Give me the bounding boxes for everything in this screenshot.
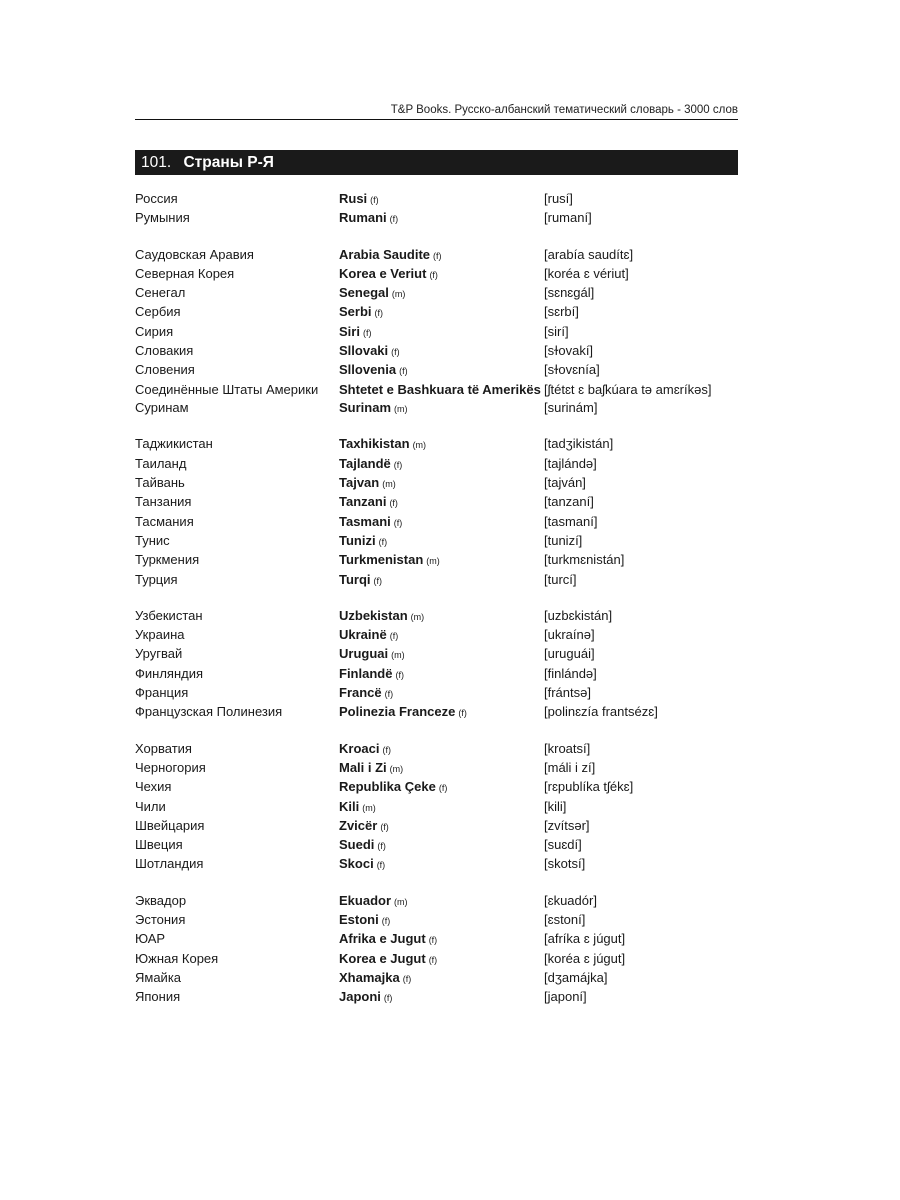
vocabulary-entry [135,551,738,570]
transcription: [skotsí] [544,856,586,872]
gender-marker: (f) [402,973,412,984]
albanian-cell [339,778,544,797]
albanian-word: Francë [339,685,382,701]
russian-word: Тайвань [135,475,185,491]
albanian-word: Kroaci [339,740,380,756]
albanian-cell [339,246,544,265]
albanian-word: Korea e Jugut [339,950,426,966]
albanian-word: Turqi [339,571,371,587]
vocabulary-entry [135,455,738,474]
russian-word: Финляндия [135,665,204,681]
vocabulary-entry [135,778,738,797]
vocabulary-entry [135,911,738,930]
gender-marker: (m) [394,896,408,907]
albanian-cell [339,435,544,454]
russian-word: Сербия [135,304,181,320]
russian-word: Черногория [135,759,206,775]
entry-group [135,892,738,1008]
transcription: [ukraínə] [544,627,595,643]
russian-word: Хорватия [135,740,192,756]
gender-marker: (m) [426,556,440,567]
vocabulary-entry [135,703,738,722]
albanian-word: Ekuador [339,892,392,908]
transcription: [máli i zí] [544,759,596,775]
albanian-word: Mali i Zi [339,759,387,775]
gender-marker: (m) [391,650,405,661]
transcription: [tadʒikistán] [544,436,614,452]
transcription: [rusí] [544,191,573,206]
gender-marker: (f) [429,269,438,280]
albanian-cell [339,665,544,684]
gender-marker: (f) [395,669,404,680]
albanian-word: Tajlandë [339,455,391,471]
albanian-cell [339,740,544,759]
gender-marker: (f) [383,993,393,1004]
albanian-cell [339,323,544,342]
vocabulary-entry [135,759,738,778]
vocabulary-entry [135,988,738,1007]
albanian-cell [339,265,544,284]
vocabulary-entry [135,817,738,836]
gender-marker: (f) [458,708,467,719]
russian-word: Швейцария [135,817,205,833]
entry-group [135,740,738,875]
vocabulary-entry [135,665,738,684]
russian-word: Эквадор [135,892,187,908]
transcription: [koréa ɛ júgut] [544,950,626,966]
russian-word: Туркмения [135,552,200,568]
albanian-cell [339,892,544,911]
russian-word: Чили [135,798,166,814]
gender-marker: (f) [377,841,386,852]
gender-marker: (f) [382,744,391,755]
albanian-cell [339,607,544,626]
gender-marker: (f) [389,214,399,225]
albanian-cell [339,626,544,645]
gender-marker: (m) [394,404,408,415]
gender-marker: (m) [362,802,376,813]
russian-word: Соединённые Штаты Америки [135,381,319,397]
russian-word: Танзания [135,494,192,510]
vocabulary-entry [135,284,738,303]
header-divider [135,119,738,120]
russian-word: Россия [135,191,178,206]
albanian-word: Kili [339,798,360,814]
transcription: [frántsə] [544,685,591,701]
gender-marker: (f) [373,575,383,586]
vocabulary-entry [135,969,738,988]
vocabulary-entry [135,209,738,228]
gender-marker: (m) [382,479,396,490]
russian-word: Словакия [135,343,194,359]
transcription: [rɛpublíka tʃékɛ] [544,779,634,795]
russian-word: Румыния [135,210,190,226]
albanian-cell [339,798,544,817]
albanian-cell [339,284,544,303]
albanian-cell [339,703,544,722]
gender-marker: (m) [410,611,425,622]
albanian-word: Tasmani [339,513,391,529]
albanian-cell [339,209,544,228]
albanian-word: Rusi [339,191,368,206]
transcription: [polinɛzía frantsézɛ] [544,704,658,720]
transcription: [japoní] [544,989,587,1005]
gender-marker: (f) [438,783,448,794]
gender-marker: (f) [384,689,394,700]
russian-word: Уругвай [135,646,183,662]
albanian-word: Tajvan [339,475,380,491]
gender-marker: (m) [391,289,406,300]
gender-marker: (f) [433,250,442,261]
albanian-cell [339,571,544,590]
vocabulary-entry [135,798,738,817]
russian-word: Тунис [135,532,170,548]
vocabulary-list [135,190,738,1024]
transcription: [arabía saudítɛ] [544,246,634,262]
gender-marker: (f) [381,916,391,926]
albanian-word: Japoni [339,989,381,1005]
albanian-word: Surinam [339,400,392,416]
albanian-cell [339,493,544,512]
vocabulary-entry [135,190,738,209]
vocabulary-entry [135,684,738,703]
russian-word: ЮАР [135,931,166,947]
vocabulary-entry [135,246,738,265]
russian-word: Таджикистан [135,436,213,452]
russian-word: Япония [135,989,181,1005]
transcription: [ɛkuadór] [544,892,597,908]
vocabulary-entry [135,435,738,454]
albanian-word: Shtetet e Bashkuara të Amerikës [339,381,541,397]
transcription: [tunizí] [544,532,583,548]
running-header: T&P Books. Русско-албанский тематический словарь - 3000 слов [390,104,738,116]
russian-word: Турция [135,571,178,587]
transcription: [turcí] [544,571,577,587]
gender-marker: (f) [389,631,399,642]
albanian-cell [339,532,544,551]
gender-marker: (m) [412,440,427,451]
entry-group [135,607,738,723]
transcription: [surinám] [544,400,598,416]
albanian-word: Republika Çeke [339,779,436,795]
gender-marker: (f) [376,860,386,871]
entry-group [135,246,738,419]
transcription: [suɛdí] [544,837,582,853]
vocabulary-entry [135,645,738,664]
russian-word: Чехия [135,779,172,795]
transcription: [koréa ɛ vériut] [544,265,629,281]
vocabulary-entry [135,303,738,322]
albanian-word: Tunizi [339,532,376,548]
vocabulary-entry [135,474,738,493]
russian-word: Суринам [135,400,189,416]
albanian-cell [339,817,544,836]
transcription: [sɛrbí] [544,304,579,320]
vocabulary-entry [135,626,738,645]
transcription: [sɫovakí] [544,343,594,359]
section-title: Страны Р-Я [183,154,274,171]
transcription: [finlándə] [544,665,597,681]
transcription: [turkmɛnistán] [544,552,625,568]
section-heading [135,150,738,175]
albanian-word: Serbi [339,304,372,320]
albanian-word: Arabia Saudite [339,246,431,262]
transcription: [rumaní] [544,210,592,226]
transcription: [tajván] [544,475,586,491]
vocabulary-entry [135,836,738,855]
transcription: [sirí] [544,323,569,339]
gender-marker: (f) [428,935,438,946]
albanian-word: Sllovenia [339,362,397,378]
vocabulary-entry [135,323,738,342]
russian-word: Южная Корея [135,950,219,966]
albanian-cell [339,645,544,664]
vocabulary-entry [135,399,738,418]
gender-marker: (f) [428,954,438,965]
russian-word: Таиланд [135,455,187,471]
vocabulary-entry [135,342,738,361]
albanian-word: Polinezia Franceze [339,704,456,720]
russian-word: Французская Полинезия [135,704,283,720]
transcription: [sɫovɛnía] [544,362,600,378]
transcription: [tanzaní] [544,494,594,510]
vocabulary-entry [135,892,738,911]
entry-group [135,190,738,229]
russian-word: Саудовская Аравия [135,246,254,262]
russian-word: Шотландия [135,856,204,872]
albanian-word: Sllovaki [339,343,389,359]
transcription: [tajlándə] [544,455,597,471]
vocabulary-entry [135,855,738,874]
albanian-cell [339,342,544,361]
albanian-cell [339,513,544,532]
albanian-word: Xhamajka [339,969,400,985]
russian-word: Северная Корея [135,265,235,281]
albanian-cell [339,759,544,778]
vocabulary-entry [135,381,738,400]
russian-word: Тасмания [135,513,194,529]
vocabulary-entry [135,513,738,532]
gender-marker: (m) [389,763,404,774]
russian-word: Эстония [135,912,186,927]
albanian-cell [339,930,544,949]
vocabulary-entry [135,532,738,551]
vocabulary-entry [135,361,738,380]
albanian-cell [339,684,544,703]
albanian-cell [339,950,544,969]
vocabulary-entry [135,607,738,626]
albanian-word: Estoni [339,912,379,927]
gender-marker: (f) [393,459,403,470]
albanian-cell [339,911,544,930]
albanian-cell [339,855,544,874]
gender-marker: (f) [378,536,388,547]
albanian-word: Turkmenistan [339,552,424,568]
albanian-word: Zvicër [339,817,378,833]
transcription: [tasmaní] [544,513,598,529]
section-number: 101. [141,154,172,171]
vocabulary-entry [135,740,738,759]
gender-marker: (f) [399,366,408,377]
transcription: [kroatsí] [544,740,591,756]
russian-word: Узбекистан [135,607,203,623]
albanian-cell [339,361,544,380]
albanian-word: Rumani [339,210,387,226]
transcription: [uzbɛkistán] [544,607,613,623]
gender-marker: (f) [380,821,389,832]
russian-word: Словения [135,362,195,378]
albanian-cell [339,988,544,1007]
albanian-word: Ukrainë [339,627,387,643]
albanian-cell [339,383,544,397]
albanian-cell [339,969,544,988]
russian-word: Сирия [135,323,174,339]
albanian-word: Tanzani [339,494,387,510]
albanian-word: Uruguai [339,646,389,662]
albanian-cell [339,836,544,855]
transcription: [dʒamájka] [544,969,608,985]
albanian-word: Taxhikistan [339,436,410,452]
albanian-word: Finlandë [339,665,393,681]
gender-marker: (f) [391,347,400,358]
albanian-word: Senegal [339,285,389,301]
gender-marker: (f) [370,195,379,205]
transcription: [kili] [544,798,567,814]
albanian-word: Skoci [339,856,374,872]
transcription: [sɛnɛgál] [544,285,595,301]
entry-group [135,435,738,589]
albanian-cell [339,455,544,474]
albanian-cell [339,551,544,570]
transcription: [afríka ɛ júgut] [544,931,626,947]
russian-word: Франция [135,685,189,701]
albanian-word: Korea e Veriut [339,265,427,281]
vocabulary-entry [135,571,738,590]
gender-marker: (f) [374,308,384,319]
albanian-word: Afrika e Jugut [339,931,426,947]
transcription: [zvítsər] [544,817,590,833]
transcription: [ʃtétɛt ɛ baʃkúara tə amɛríkəs] [544,381,712,397]
albanian-cell [339,303,544,322]
gender-marker: (f) [393,517,403,528]
transcription: [uruguái] [544,646,595,662]
albanian-word: Suedi [339,837,375,853]
russian-word: Сенегал [135,285,186,301]
russian-word: Швеция [135,837,183,853]
albanian-cell [339,474,544,493]
vocabulary-entry [135,950,738,969]
albanian-word: Uzbekistan [339,607,408,623]
gender-marker: (f) [389,498,398,509]
albanian-cell [339,190,544,209]
gender-marker: (f) [362,327,372,338]
albanian-cell [339,399,544,418]
transcription: [ɛstoní] [544,912,586,927]
vocabulary-entry [135,265,738,284]
albanian-word: Siri [339,323,360,339]
vocabulary-entry [135,493,738,512]
vocabulary-entry [135,930,738,949]
russian-word: Ямайка [135,969,182,985]
russian-word: Украина [135,627,185,643]
